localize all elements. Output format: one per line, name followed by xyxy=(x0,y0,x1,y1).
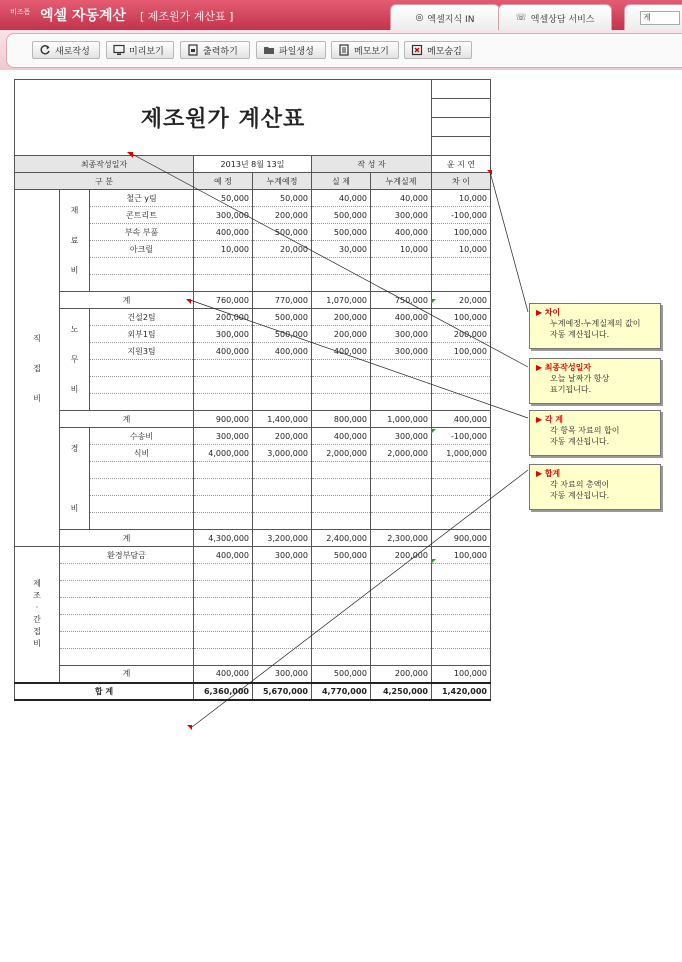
subtotal-cell[interactable]: 800,000 xyxy=(312,411,371,428)
comment-marker xyxy=(187,725,192,730)
show-memo-label: 메모보기 xyxy=(354,46,389,57)
value-cell[interactable]: 500,000 xyxy=(312,547,371,564)
arrow-icon: ▶ xyxy=(536,469,543,478)
total-cell[interactable]: 5,670,000 xyxy=(253,683,312,700)
value-cell[interactable]: 10,000 xyxy=(432,241,491,258)
value-cell[interactable]: 200,000 xyxy=(312,326,371,343)
sheet-title: 제조원가 계산표 xyxy=(15,80,432,156)
value-cell[interactable]: 400,000 xyxy=(194,343,253,360)
hide-memo-label: 메모숨김 xyxy=(427,46,462,57)
subtotal-cell[interactable]: 1,000,000 xyxy=(371,411,432,428)
note-line: 자동 계산됩니다. xyxy=(550,491,610,500)
formula-marker xyxy=(431,559,436,564)
item-name-cell[interactable]: 아크릴 xyxy=(90,241,194,258)
subtotal-cell[interactable]: 900,000 xyxy=(194,411,253,428)
value-cell[interactable]: 400,000 xyxy=(194,547,253,564)
header-cum-actual: 누계실제 xyxy=(371,173,432,190)
subtotal-cell[interactable]: 750,000 xyxy=(371,292,432,309)
value-cell[interactable]: 400,000 xyxy=(312,343,371,360)
value-cell[interactable]: 3,000,000 xyxy=(253,445,312,462)
preview-label: 미리보기 xyxy=(129,46,164,57)
note-line: 오늘 날짜가 항상 xyxy=(550,374,610,383)
note-line: 누계예정-누계실제의 값이 xyxy=(550,319,641,328)
note-title: 합계 xyxy=(544,469,561,478)
date-label: 최종작성일자 xyxy=(15,156,194,173)
value-cell[interactable]: 200,000 xyxy=(194,309,253,326)
value-cell[interactable]: 40,000 xyxy=(371,190,432,207)
subtotal-label: 계 xyxy=(60,292,194,309)
value-cell[interactable]: 30,000 xyxy=(312,241,371,258)
app-title: 엑셀 자동계산 xyxy=(40,8,127,24)
item-name-cell[interactable]: 철근 y림 xyxy=(90,190,194,207)
note-title: 최종작성일자 xyxy=(544,363,592,372)
total-label: 합 계 xyxy=(15,683,194,700)
labor-label: 노 무 비 xyxy=(60,309,90,411)
item-name-cell[interactable]: 환경부담금 xyxy=(60,547,194,564)
connector-difference xyxy=(490,172,528,312)
author-label: 작 성 자 xyxy=(312,156,432,173)
document-title: [ 제조원가 계산표 ] xyxy=(140,10,234,23)
subtotal-cell[interactable]: 300,000 xyxy=(253,666,312,683)
subtotal-cell[interactable]: 400,000 xyxy=(194,666,253,683)
total-cell[interactable]: 4,250,000 xyxy=(371,683,432,700)
value-cell[interactable]: 400,000 xyxy=(371,224,432,241)
value-cell[interactable]: 4,000,000 xyxy=(194,445,253,462)
value-cell[interactable]: 400,000 xyxy=(253,343,312,360)
comment-marker xyxy=(186,299,191,304)
value-cell[interactable]: 100,000 xyxy=(432,309,491,326)
value-cell[interactable]: 200,000 xyxy=(371,547,432,564)
item-name-cell[interactable]: 콘트리트 xyxy=(90,207,194,224)
subtotal-cell[interactable]: 100,000 xyxy=(432,666,491,683)
total-cell[interactable]: 6,360,000 xyxy=(194,683,253,700)
header-cum-planned: 누계예정 xyxy=(253,173,312,190)
connector-total xyxy=(192,470,528,727)
note-total[interactable] xyxy=(529,464,661,510)
note-line: 각 항목 자료의 합이 xyxy=(550,426,620,435)
new-label: 새로작성 xyxy=(55,46,90,57)
value-cell[interactable]: 20,000 xyxy=(253,241,312,258)
note-line: 각 자료의 총액이 xyxy=(550,480,610,489)
arrow-icon: ▶ xyxy=(536,308,543,317)
value-cell[interactable]: -100,000 xyxy=(432,428,491,445)
value-cell[interactable]: 500,000 xyxy=(253,224,312,241)
value-cell[interactable]: 500,000 xyxy=(253,309,312,326)
overhead-label: 제 조 · 간 접 비 xyxy=(15,547,60,683)
total-cell[interactable]: 4,770,000 xyxy=(312,683,371,700)
value-cell[interactable]: 300,000 xyxy=(371,207,432,224)
subtotal-cell[interactable]: 500,000 xyxy=(312,666,371,683)
total-cell[interactable]: 1,420,000 xyxy=(432,683,491,700)
value-cell[interactable]: 10,000 xyxy=(432,190,491,207)
comment-marker xyxy=(487,170,492,175)
formula-marker xyxy=(431,299,436,304)
value-cell[interactable]: 10,000 xyxy=(194,241,253,258)
header-difference: 차 이 xyxy=(432,173,491,190)
header-actual: 실 제 xyxy=(312,173,371,190)
value-cell[interactable]: 100,000 xyxy=(432,547,491,564)
brand-logo: 비즈폼 xyxy=(10,8,31,16)
value-cell[interactable]: 300,000 xyxy=(194,207,253,224)
note-title: 각 계 xyxy=(544,415,563,424)
subtotal-cell[interactable]: 900,000 xyxy=(432,530,491,547)
subtotal-cell[interactable]: 3,200,000 xyxy=(253,530,312,547)
arrow-icon: ▶ xyxy=(536,415,543,424)
value-cell[interactable]: 300,000 xyxy=(194,428,253,445)
value-cell[interactable]: 400,000 xyxy=(312,428,371,445)
value-cell[interactable]: 40,000 xyxy=(312,190,371,207)
subtotal-label: 계 xyxy=(60,411,194,428)
date-value[interactable]: 2013년 8월 13일 xyxy=(194,156,312,173)
value-cell[interactable]: 10,000 xyxy=(371,241,432,258)
subtotal-cell[interactable]: 760,000 xyxy=(194,292,253,309)
tab-label: 엑셀지식 IN xyxy=(427,14,475,25)
subtotal-cell[interactable]: 1,070,000 xyxy=(312,292,371,309)
value-cell[interactable]: 300,000 xyxy=(253,547,312,564)
material-label: 재 료 비 xyxy=(60,190,90,292)
subtotal-cell[interactable]: 200,000 xyxy=(371,666,432,683)
subtotal-label: 계 xyxy=(60,530,194,547)
note-title: 차이 xyxy=(544,308,561,317)
note-line: 자동 계산됩니다. xyxy=(550,437,610,446)
value-cell[interactable]: 400,000 xyxy=(371,309,432,326)
note-subtotal[interactable] xyxy=(529,410,661,456)
phone-icon: ☏ xyxy=(515,13,527,23)
value-cell[interactable]: 200,000 xyxy=(253,207,312,224)
header-category: 구 분 xyxy=(15,173,194,190)
value-cell[interactable]: -100,000 xyxy=(432,207,491,224)
subtotal-cell[interactable]: 4,300,000 xyxy=(194,530,253,547)
value-cell[interactable]: 500,000 xyxy=(312,224,371,241)
value-cell[interactable]: 100,000 xyxy=(432,224,491,241)
value-cell[interactable]: 1,000,000 xyxy=(432,445,491,462)
author-value[interactable]: 윤 지 연 xyxy=(432,156,491,173)
item-name-cell[interactable]: 외부1팀 xyxy=(90,326,194,343)
value-cell[interactable]: 100,000 xyxy=(432,343,491,360)
value-cell[interactable]: 300,000 xyxy=(371,343,432,360)
value-cell[interactable]: 2,000,000 xyxy=(312,445,371,462)
subtotal-cell[interactable]: 1,400,000 xyxy=(253,411,312,428)
search-box[interactable]: 게 xyxy=(640,11,680,25)
item-name-cell[interactable]: 부속 부품 xyxy=(90,224,194,241)
value-cell[interactable]: 50,000 xyxy=(194,190,253,207)
value-cell[interactable]: 50,000 xyxy=(253,190,312,207)
direct-cost-label: 직 접 비 xyxy=(15,190,60,547)
value-cell[interactable]: 200,000 xyxy=(253,428,312,445)
print-label: 출력하기 xyxy=(203,46,238,57)
note-line: 자동 계산됩니다. xyxy=(550,330,610,339)
subtotal-cell[interactable]: 770,000 xyxy=(253,292,312,309)
item-name-cell[interactable]: 수송비 xyxy=(90,428,194,445)
value-cell[interactable]: 2,000,000 xyxy=(371,445,432,462)
value-cell[interactable]: 200,000 xyxy=(312,309,371,326)
expense-label: 경 비 xyxy=(60,428,90,530)
formula-marker xyxy=(431,429,436,434)
subtotal-cell[interactable]: 2,400,000 xyxy=(312,530,371,547)
item-name-cell[interactable]: 지원3팀 xyxy=(90,343,194,360)
note-line: 표기됩니다. xyxy=(550,385,592,394)
connector-subtotal xyxy=(190,300,528,418)
value-cell[interactable]: 400,000 xyxy=(194,224,253,241)
subtotal-cell[interactable]: 20,000 xyxy=(432,292,491,309)
create-file-label: 파일생성 xyxy=(279,46,314,57)
note-date[interactable] xyxy=(529,358,661,404)
item-name-cell[interactable]: 건설2팀 xyxy=(90,309,194,326)
value-cell[interactable]: 300,000 xyxy=(194,326,253,343)
comment-marker xyxy=(127,152,133,158)
value-cell[interactable]: 300,000 xyxy=(371,428,432,445)
value-cell[interactable]: 300,000 xyxy=(371,326,432,343)
subtotal-label: 계 xyxy=(60,666,194,683)
bulb-icon: ◎ xyxy=(415,13,424,23)
subtotal-cell[interactable]: 2,300,000 xyxy=(371,530,432,547)
value-cell[interactable]: 500,000 xyxy=(253,326,312,343)
arrow-icon: ▶ xyxy=(536,363,543,372)
item-name-cell[interactable]: 식비 xyxy=(90,445,194,462)
connector-date xyxy=(132,154,528,367)
subtotal-cell[interactable]: 400,000 xyxy=(432,411,491,428)
note-difference[interactable] xyxy=(529,303,661,349)
header-planned: 예 정 xyxy=(194,173,253,190)
tab-label: 엑셀상담 서비스 xyxy=(530,14,595,25)
value-cell[interactable]: 200,000 xyxy=(432,326,491,343)
value-cell[interactable]: 500,000 xyxy=(312,207,371,224)
